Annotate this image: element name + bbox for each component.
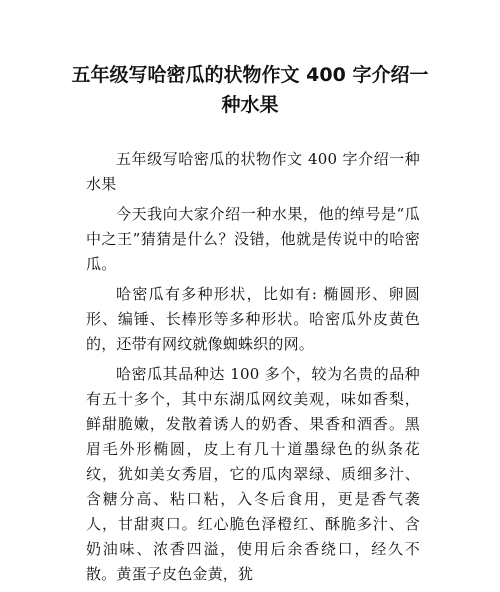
document-title: 五年级写哈密瓜的状物作文 400 字介绍一种水果 xyxy=(71,64,429,116)
paragraph: 哈密瓜其品种达 100 多个，较为名贵的品种有五十多个，其中东湖瓜网纹美观，味如香梨，鲜甜脆嫩，发散着诱人的奶香、果香和酒香。黑眉毛外形椭圆，皮上有几十道墨绿色的纵条花纹，犹如美女秀眉，它的瓜肉翠绿、质细多汁、含糖分高、粘口粘，入冬后食用，更是香气袭人，甘甜爽口。红心脆色泽橙红、酥脆多汁、含奶油味、浓香四溢，使用后余香绕口，经久不散。黄蛋子皮色金黄，犹 xyxy=(86,365,420,583)
paragraph: 五年级写哈密瓜的状物作文 400 字介绍一种水果 xyxy=(86,150,420,193)
paragraph: 哈密瓜有多种形状，比如有: 椭圆形、卵圆形、编锤、长棒形等多种形状。哈密瓜外皮黄色的，还带有网纹就像蜘蛛织的网。 xyxy=(86,285,420,353)
paragraph: 今天我向大家介绍一种水果，他的绰号是“瓜中之王”猜猜是什么？没错，他就是传说中的哈密瓜。 xyxy=(86,205,420,273)
document-body xyxy=(86,147,420,592)
